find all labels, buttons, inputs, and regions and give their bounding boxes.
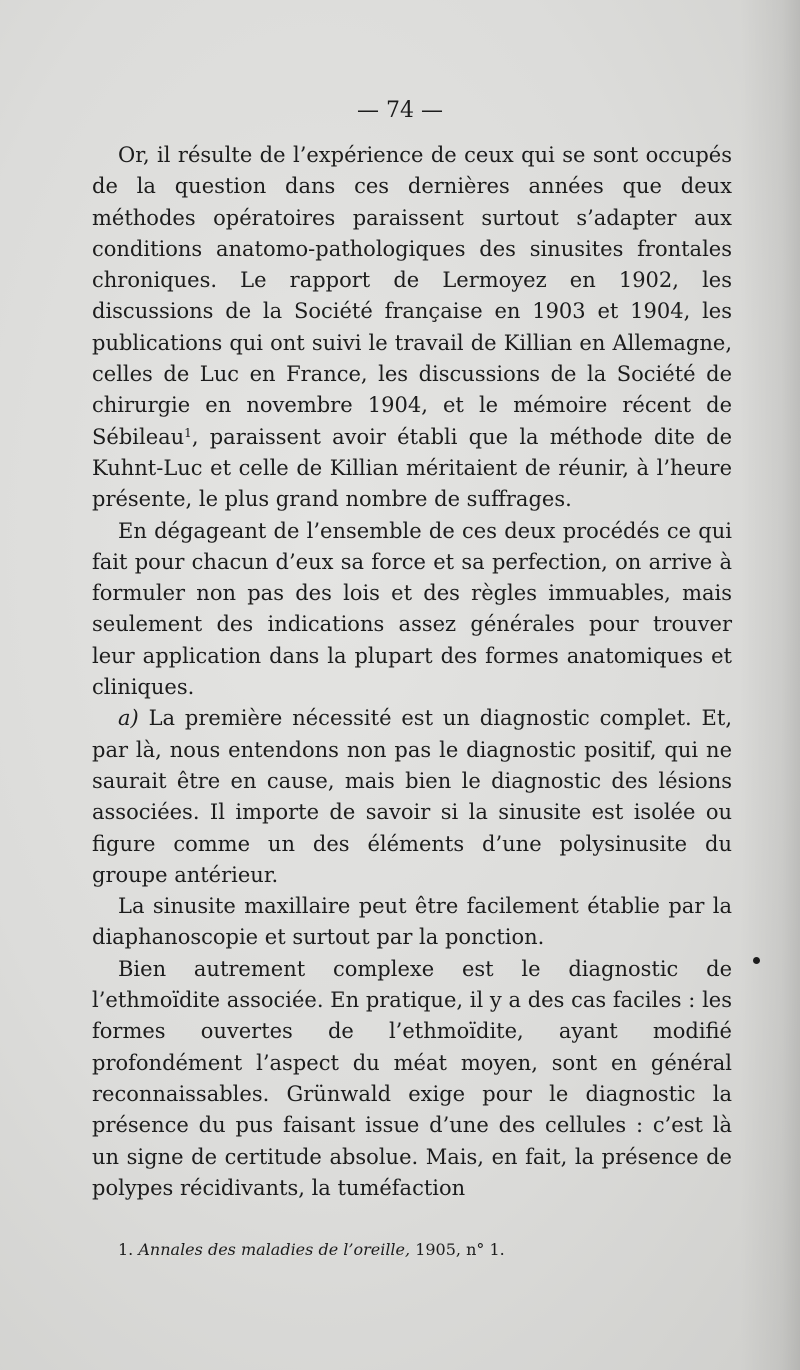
paragraph-3-text: La première nécessité est un diagnostic complet. Et, par là, nous entendons non pas le diagnostic positif, qui ne saurait être en cause, mais bien le diagnostic des lésions associées. Il importe de savoir si la sinusite est isolée ou figure comme un des éléments d’une polysinusite du groupe antérieur. (92, 706, 732, 887)
footnote-ref: 1 (184, 425, 192, 440)
paragraph-3-marker: a) (118, 706, 139, 731)
paragraph-4: La sinusite maxillaire peut être facilement établie par la diaphanoscopie et surtout par la ponction. (92, 894, 732, 950)
page-edge-shadow (740, 0, 800, 1370)
footnote (118, 1240, 718, 1259)
page-number: — 74 — (357, 98, 443, 123)
ink-speck (753, 957, 760, 964)
paragraph-3 (92, 703, 732, 891)
body-text (92, 140, 732, 1204)
footnote-number: 1. (118, 1240, 134, 1259)
paragraph-5: Bien autrement complexe est le diagnostic de l’ethmoïdite associée. En pratique, il y a des cas faciles : les formes ouvertes de l’ethmoïdite, ayant modifié profondément l’aspect du méat moyen, sont en général reconnaissables. Grünwald exige pour le diagnostic la présence du pus faisant issue d’une des cellules : c’est là un signe de certitude absolue. Mais, en fait, la présence de polypes récidivants, la tuméfaction (92, 956, 732, 1200)
paragraph-2: En dégageant de l’ensemble de ces deux procédés ce qui fait pour chacun d’eux sa force et sa perfection, on arrive à formuler non pas des lois et des règles immuables, mais seulement des indications assez générales pour trouver leur application dans la plupart des formes anatomiques et cliniques. (92, 518, 732, 700)
paragraph-1-text-continued: , paraissent avoir établi que la méthode dite de Kuhnt-Luc et celle de Killian méritaient de réunir, à l’heure présente, le plus grand nombre de suffrages. (92, 424, 732, 512)
paragraph-1 (92, 140, 732, 516)
footnote-title: Annales des maladies de l’oreille, (138, 1240, 411, 1259)
footnote-ref-text: 1905, n° 1. (410, 1240, 505, 1259)
paragraph-1-text: Or, il résulte de l’expérience de ceux qui se sont occupés de la question dans ces dernières années que deux méthodes opératoires paraissent surtout s’adapter aux conditions anatomo-pathologiques des sinusites frontales chroniques. Le rapport de Lermoyez en 1902, les discussions de la Société française en 1903 et 1904, les publications qui ont suivi le travail de Killian en Allemagne, celles de Luc en France, les discussions de la Société de chirurgie en novembre 1904, et le mémoire récent de Sébileau (92, 143, 732, 449)
